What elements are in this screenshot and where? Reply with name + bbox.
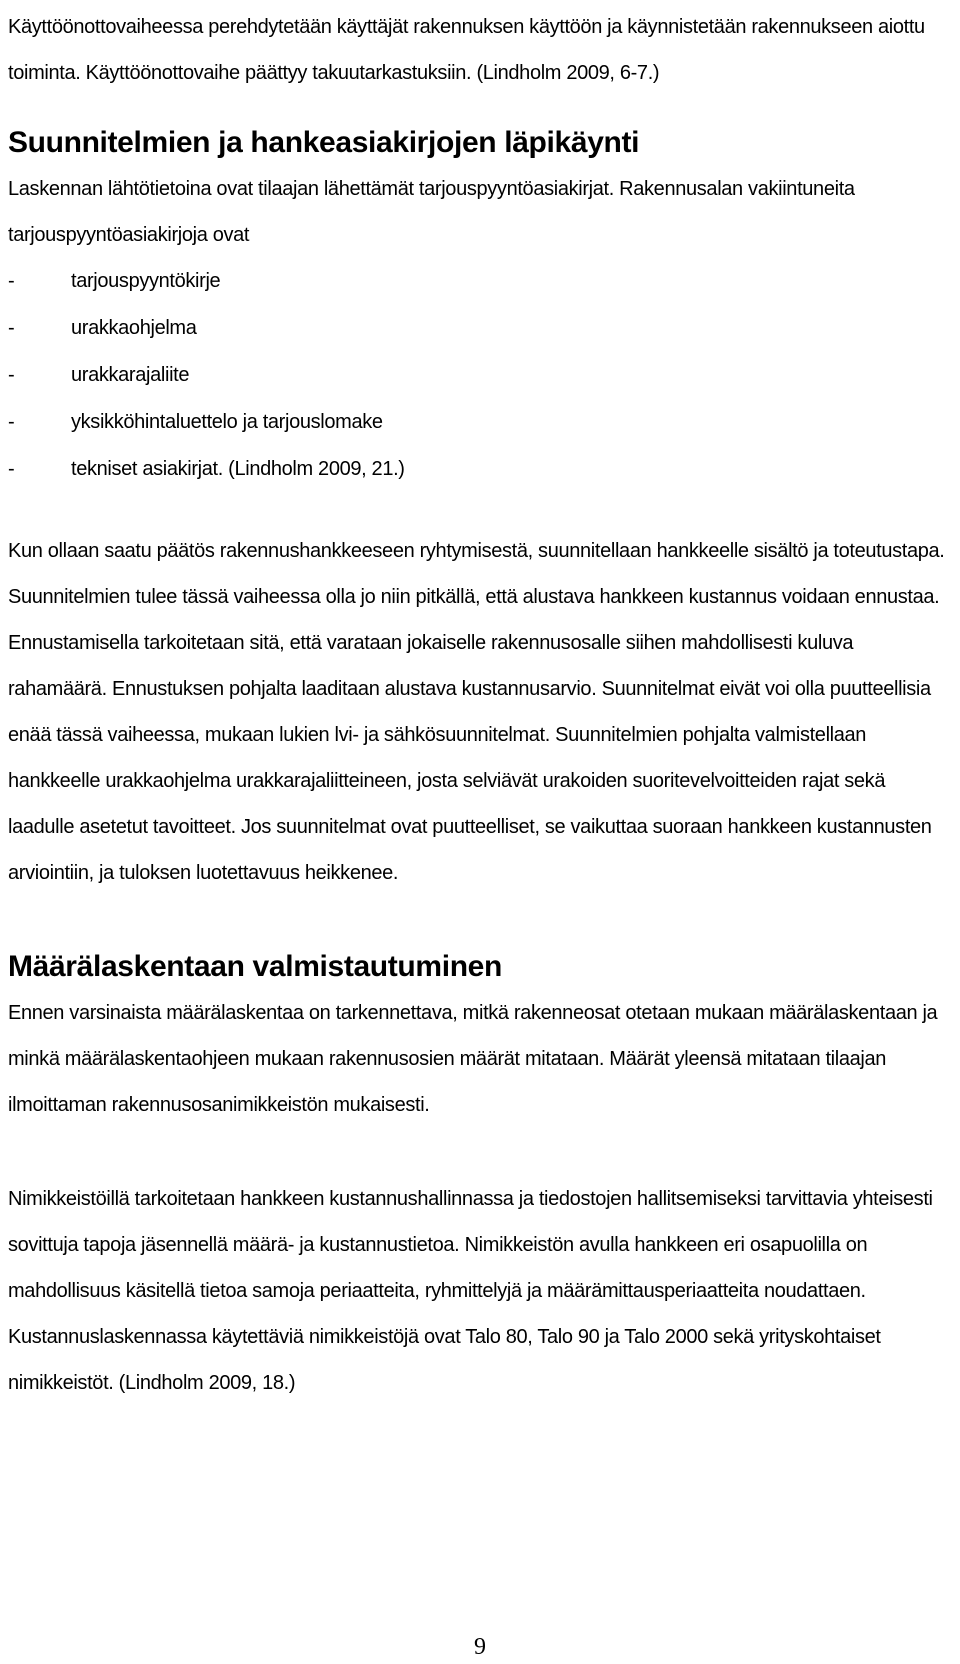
list-dash: - <box>8 364 15 386</box>
list-item <box>8 305 948 352</box>
list-item <box>8 399 948 446</box>
list-item-text: tekniset asiakirjat. (Lindholm 2009, 21.) <box>71 458 405 480</box>
list-item <box>8 352 948 399</box>
intro-paragraph: Käyttöönottovaiheessa perehdytetään käyttäjät rakennuksen käyttöön ja käynnistetään rakennukseen aiottu toiminta. Käyttöönottovaihe päättyy takuutarkastuksiin. (Lindholm 2009, 6-7.) <box>8 16 925 84</box>
section-heading-quantity-preparation: Määrälaskentaan valmistautuminen <box>8 950 502 983</box>
section2-paragraph-2: Nimikkeistöillä tarkoitetaan hankkeen kustannushallinnassa ja tiedostojen hallitsemiseksi tarvittavia yhteisesti sovittuja tapoja jäsennellä määrä- ja kustannustietoa. Nimikkeistön avulla hankkeen eri osapuolilla on mahdollisuus käsitellä tietoa samoja periaatteita, ryhmittelyjä ja määrämittausperiaatteita noudattaen. Kustannuslaskennassa käytettäviä nimikkeistöjä ovat Talo 80, Talo 90 ja Talo 2000 sekä yrityskohtaiset nimikkeistöt. (Lindholm 2009, 18.) <box>8 1188 933 1394</box>
list-dash: - <box>8 458 15 480</box>
list-item <box>8 258 948 305</box>
section1-paragraph-1: Laskennan lähtötietoina ovat tilaajan lähettämät tarjouspyyntöasiakirjat. Rakennusalan vakiintuneita tarjouspyyntöasiakirjoja ovat <box>8 178 855 246</box>
list-item-text: urakkaohjelma <box>71 317 197 339</box>
list-dash: - <box>8 411 15 433</box>
list-item-text: yksikköhintaluettelo ja tarjouslomake <box>71 411 383 433</box>
list-dash: - <box>8 270 15 292</box>
section-heading-plans-review: Suunnitelmien ja hankeasiakirjojen läpikäynti <box>8 126 640 159</box>
spacer <box>8 896 948 944</box>
spacer <box>8 493 948 528</box>
section2-paragraph-1: Ennen varsinaista määrälaskentaa on tarkennettava, mitkä rakenneosat otetaan mukaan määrälaskentaan ja minkä määrälaskentaohjeen mukaan rakennusosien määrät mitataan. Määrät yleensä mitataan tilaajan ilmoittaman rakennusosanimikkeistön mukaisesti. <box>8 1002 938 1116</box>
tender-documents-list <box>8 258 948 493</box>
list-item-text: urakkarajaliite <box>71 364 190 386</box>
section1-paragraph-2: Kun ollaan saatu päätös rakennushankkeeseen ryhtymisestä, suunnitellaan hankkeelle sisältö ja toteutustapa. Suunnitelmien tulee tässä vaiheessa olla jo niin pitkällä, että alustava hankkeen kustannus voidaan ennustaa. Ennustamisella tarkoitetaan sitä, että varataan jokaiselle rakennusosalle siihen mahdollisesti kuluva rahamäärä. Ennustuksen pohjalta laaditaan alustava kustannusarvio. Suunnitelmat eivät voi olla puutteellisia enää tässä vaiheessa, mukaan lukien lvi- ja sähkösuunnitelmat. Suunnitelmien pohjalta valmistellaan hankkeelle urakkaohjelma urakkarajaliitteineen, josta selviävät urakoiden suoritevelvoitteiden rajat sekä laadulle asetetut tavoitteet. Jos suunnitelmat ovat puutteelliset, se vaikuttaa suoraan hankkeen kustannusten arviointiin, ja tuloksen luotettavuus heikkenee. <box>8 540 945 884</box>
list-item <box>8 446 948 493</box>
list-item-text: tarjouspyyntökirje <box>71 270 221 292</box>
spacer <box>8 1128 948 1176</box>
page-number: 9 <box>474 1634 486 1660</box>
document-page <box>8 4 948 1406</box>
spacer <box>8 96 948 120</box>
list-dash: - <box>8 317 15 339</box>
